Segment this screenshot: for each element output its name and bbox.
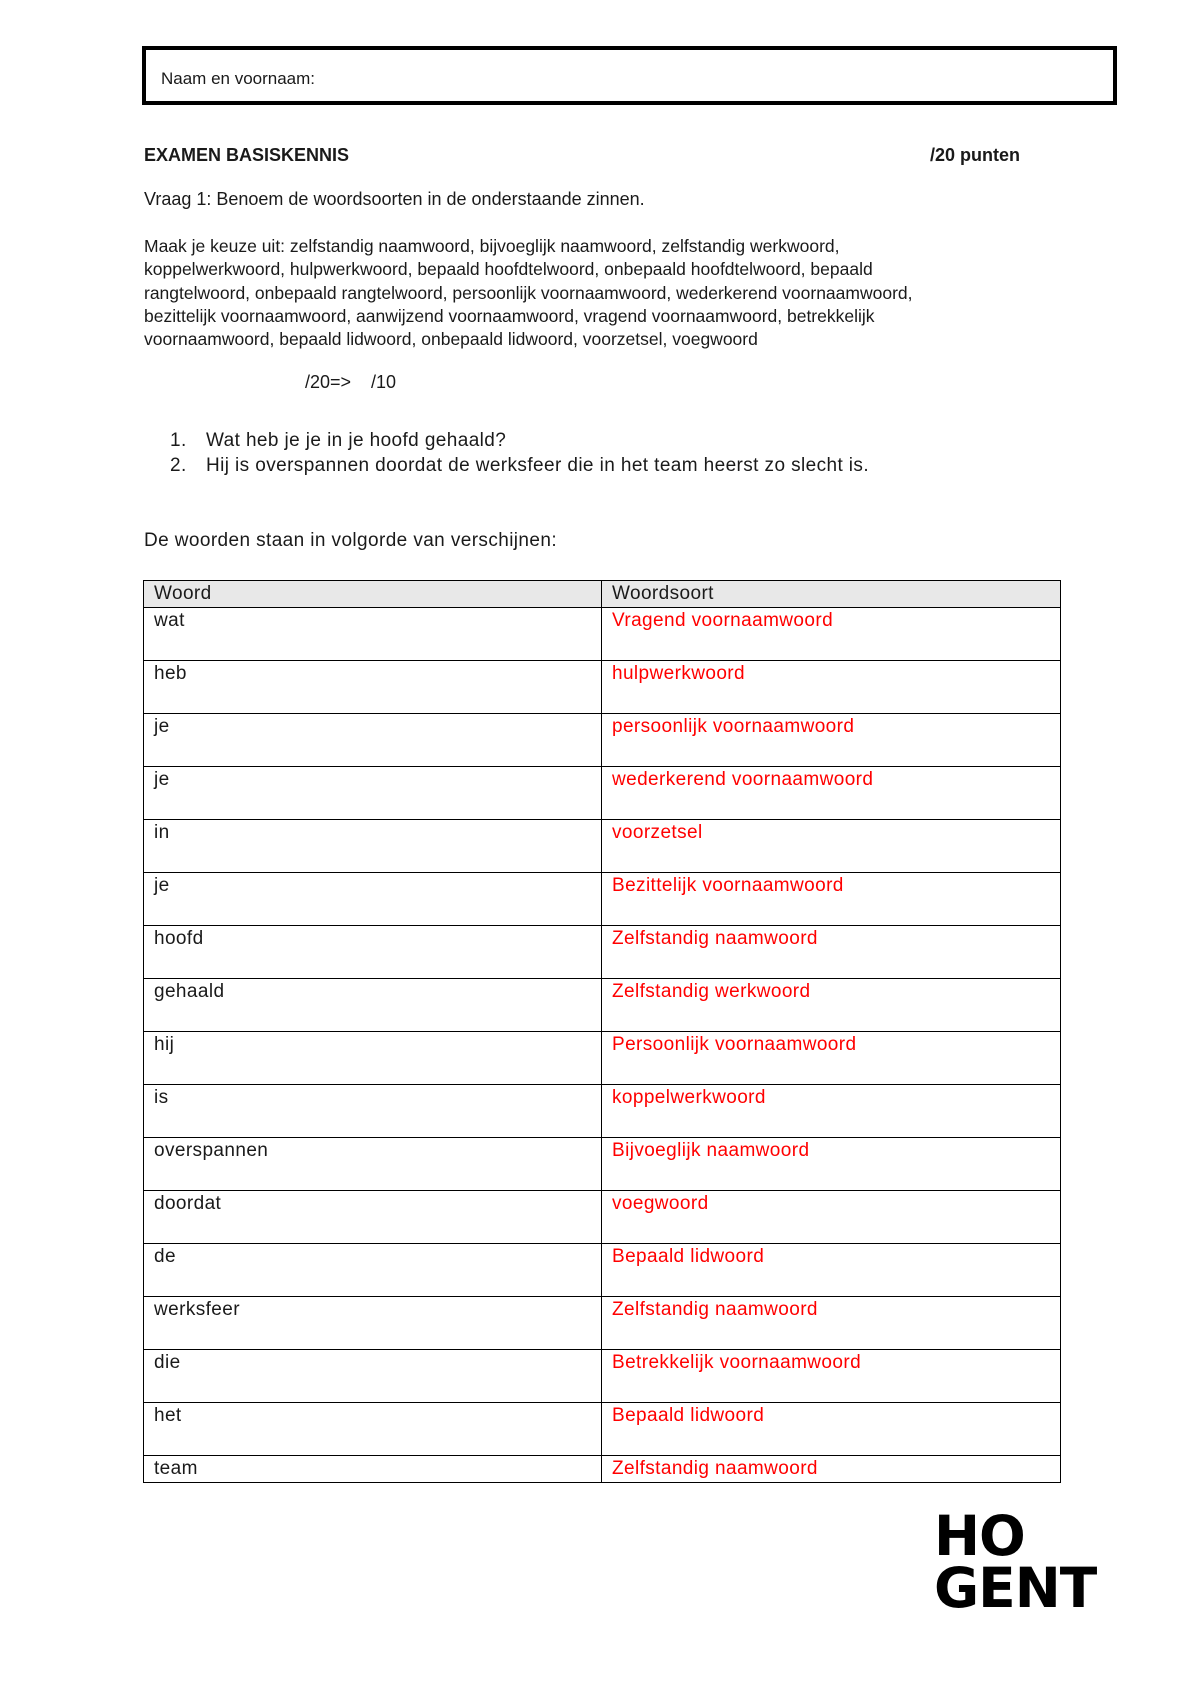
column-header-woordsoort: Woordsoort bbox=[602, 581, 1061, 608]
word-cell: je bbox=[144, 873, 602, 926]
word-cell: is bbox=[144, 1085, 602, 1138]
word-cell: de bbox=[144, 1244, 602, 1297]
table-row bbox=[144, 1085, 1061, 1138]
word-type-cell: Bepaald lidwoord bbox=[602, 1403, 1061, 1456]
order-note: De woorden staan in volgorde van verschijnen: bbox=[144, 530, 558, 551]
list-item bbox=[170, 428, 869, 453]
choices-line: koppelwerkwoord, hulpwerkwoord, bepaald hoofdtelwoord, onbepaald hoofdtelwoord, bepaald bbox=[144, 259, 873, 280]
table-row bbox=[144, 1191, 1061, 1244]
word-cell: je bbox=[144, 767, 602, 820]
table-row bbox=[144, 1456, 1061, 1483]
table-row bbox=[144, 1138, 1061, 1191]
table-row bbox=[144, 926, 1061, 979]
word-type-cell: Zelfstandig naamwoord bbox=[602, 1297, 1061, 1350]
choices-line: bezittelijk voornaamwoord, aanwijzend voornaamwoord, vragend voornaamwoord, betrekkelijk bbox=[144, 305, 875, 326]
sentence-text: Hij is overspannen doordat de werksfeer die in het team heerst zo slecht is. bbox=[206, 455, 870, 476]
logo-line: HO bbox=[934, 1504, 1025, 1568]
word-type-cell: wederkerend voornaamwoord bbox=[602, 767, 1061, 820]
sentence-number: 1. bbox=[170, 430, 187, 451]
logo-line: GENT bbox=[934, 1556, 1097, 1620]
question-title: Vraag 1: Benoem de woordsoorten in de onderstaande zinnen. bbox=[144, 189, 645, 209]
table-row bbox=[144, 1350, 1061, 1403]
table-row bbox=[144, 873, 1061, 926]
points-label: /20 punten bbox=[930, 145, 1021, 165]
word-type-cell: Zelfstandig naamwoord bbox=[602, 1456, 1061, 1483]
choices-line: voornaamwoord, bepaald lidwoord, onbepaald lidwoord, voorzetsel, voegwoord bbox=[144, 329, 758, 350]
table-row bbox=[144, 1297, 1061, 1350]
word-cell: doordat bbox=[144, 1191, 602, 1244]
word-type-cell: voegwoord bbox=[602, 1191, 1061, 1244]
hogent-logo bbox=[934, 1504, 1097, 1620]
table-row bbox=[144, 1403, 1061, 1456]
choices-line: Maak je keuze uit: zelfstandig naamwoord, bijvoeglijk naamwoord, zelfstandig werkwoord, bbox=[144, 236, 840, 256]
name-field[interactable] bbox=[142, 46, 1117, 105]
exam-title: EXAMEN BASISKENNIS bbox=[144, 145, 350, 165]
word-cell: in bbox=[144, 820, 602, 873]
table-row bbox=[144, 714, 1061, 767]
word-table bbox=[143, 580, 1061, 1483]
word-type-cell: voorzetsel bbox=[602, 820, 1061, 873]
word-cell: je bbox=[144, 714, 602, 767]
table-row bbox=[144, 767, 1061, 820]
table-row bbox=[144, 820, 1061, 873]
sentence-list bbox=[170, 428, 869, 478]
word-cell: hoofd bbox=[144, 926, 602, 979]
table-header-row bbox=[144, 581, 1061, 608]
word-type-cell: persoonlijk voornaamwoord bbox=[602, 714, 1061, 767]
choices-line: rangtelwoord, onbepaald rangtelwoord, persoonlijk voornaamwoord, wederkerend voornaamwoord, bbox=[144, 282, 913, 303]
word-type-cell: Zelfstandig naamwoord bbox=[602, 926, 1061, 979]
word-cell: die bbox=[144, 1350, 602, 1403]
word-cell: het bbox=[144, 1403, 602, 1456]
score-line: /20=> /10 bbox=[305, 372, 397, 392]
word-type-cell: Bijvoeglijk naamwoord bbox=[602, 1138, 1061, 1191]
word-type-cell: Vragend voornaamwoord bbox=[602, 608, 1061, 661]
word-type-cell: Betrekkelijk voornaamwoord bbox=[602, 1350, 1061, 1403]
sentence-text: Wat heb je je in je hoofd gehaald? bbox=[206, 430, 507, 451]
word-type-cell: hulpwerkwoord bbox=[602, 661, 1061, 714]
word-cell: gehaald bbox=[144, 979, 602, 1032]
word-cell: heb bbox=[144, 661, 602, 714]
word-cell: overspannen bbox=[144, 1138, 602, 1191]
word-cell: team bbox=[144, 1456, 602, 1483]
table-row bbox=[144, 661, 1061, 714]
table-row bbox=[144, 979, 1061, 1032]
word-cell: wat bbox=[144, 608, 602, 661]
table-row bbox=[144, 608, 1061, 661]
word-cell: werksfeer bbox=[144, 1297, 602, 1350]
table-row bbox=[144, 1244, 1061, 1297]
sentence-number: 2. bbox=[170, 455, 187, 476]
word-type-cell: Bepaald lidwoord bbox=[602, 1244, 1061, 1297]
word-cell: hij bbox=[144, 1032, 602, 1085]
choices-paragraph bbox=[144, 235, 1044, 351]
word-type-cell: Zelfstandig werkwoord bbox=[602, 979, 1061, 1032]
table-row bbox=[144, 1032, 1061, 1085]
word-type-cell: Bezittelijk voornaamwoord bbox=[602, 873, 1061, 926]
word-type-cell: koppelwerkwoord bbox=[602, 1085, 1061, 1138]
list-item bbox=[170, 453, 869, 478]
name-label: Naam en voornaam: bbox=[161, 69, 316, 88]
word-type-cell: Persoonlijk voornaamwoord bbox=[602, 1032, 1061, 1085]
column-header-woord: Woord bbox=[144, 581, 602, 608]
